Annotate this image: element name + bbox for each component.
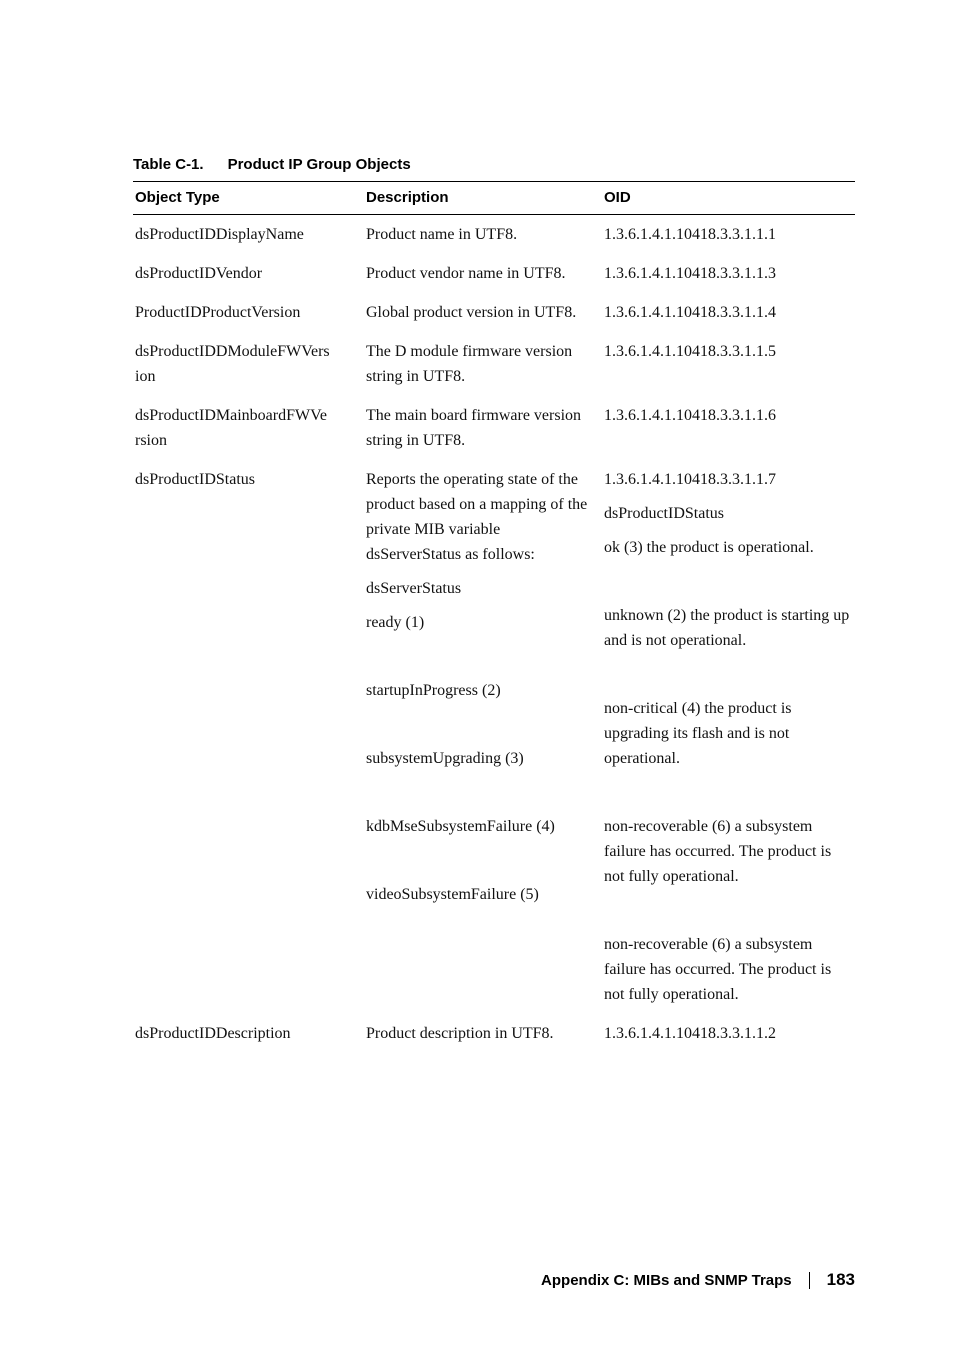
description-paragraph: The main board firmware version string in UTF8.: [366, 407, 582, 449]
object-type-cell: dsProductIDMainboardFWVersion: [135, 407, 327, 449]
table-caption-label: Table C-1.: [133, 156, 204, 173]
object-type-cell: dsProductIDDisplayName: [135, 226, 304, 243]
table-row: [133, 1014, 855, 1053]
oid-paragraph: 1.3.6.1.4.1.10418.3.3.1.1.5: [604, 343, 776, 360]
column-header-object-type: Object Type: [135, 189, 220, 206]
oid-cell: [604, 467, 857, 1007]
table-row: [133, 293, 855, 332]
description-paragraph: Reports the operating state of the product based on a mapping of the private MIB variable dsServerStatus as follows:: [366, 471, 588, 563]
oid-paragraph: non-critical (4) the product is upgrading its flash and is not operational.: [604, 700, 792, 767]
table-caption-text: Product IP Group Objects: [227, 156, 411, 173]
oid-cell: [604, 403, 857, 453]
description-paragraph: dsServerStatus: [366, 580, 462, 597]
column-header-oid: OID: [604, 189, 631, 206]
oid-paragraph: unknown (2) the product is starting up and is not operational.: [604, 607, 850, 649]
description-cell: [366, 1021, 604, 1046]
description-paragraph: ready (1): [366, 614, 425, 631]
footer-separator: [809, 1272, 810, 1289]
description-cell: [366, 261, 604, 286]
oid-paragraph: 1.3.6.1.4.1.10418.3.3.1.1.7: [604, 471, 776, 488]
object-type-cell: ProductIDProductVersion: [135, 304, 301, 321]
description-paragraph: startupInProgress (2): [366, 682, 501, 699]
description-cell: [366, 300, 604, 325]
oid-cell: [604, 222, 857, 247]
description-paragraph: Product vendor name in UTF8.: [366, 265, 566, 282]
description-cell: [366, 339, 604, 389]
description-paragraph: Product description in UTF8.: [366, 1025, 554, 1042]
oid-paragraph: 1.3.6.1.4.1.10418.3.3.1.1.4: [604, 304, 776, 321]
table-header-row: [133, 182, 855, 214]
description-cell: [366, 403, 604, 453]
table-row: [133, 396, 855, 460]
table-row: [133, 332, 855, 396]
table-body: [133, 215, 855, 1053]
description-cell: [366, 467, 604, 1007]
oid-paragraph: 1.3.6.1.4.1.10418.3.3.1.1.3: [604, 265, 776, 282]
oid-paragraph: 1.3.6.1.4.1.10418.3.3.1.1.2: [604, 1025, 776, 1042]
description-cell: [366, 222, 604, 247]
description-paragraph: Product name in UTF8.: [366, 226, 518, 243]
footer-section-title: Appendix C: MIBs and SNMP Traps: [541, 1271, 792, 1289]
oid-cell: [604, 1021, 857, 1046]
table-caption: [133, 156, 855, 181]
oid-paragraph: non-recoverable (6) a subsystem failure has occurred. The product is not fully operational.: [604, 936, 832, 1003]
oid-paragraph: dsProductIDStatus: [604, 505, 724, 522]
description-paragraph: Global product version in UTF8.: [366, 304, 577, 321]
oid-cell: [604, 300, 857, 325]
page-number: 183: [826, 1270, 855, 1289]
description-paragraph: videoSubsystemFailure (5): [366, 886, 539, 903]
table-row: [133, 460, 855, 1014]
oid-cell: [604, 261, 857, 286]
table-row: [133, 215, 855, 254]
oid-paragraph: non-recoverable (6) a subsystem failure has occurred. The product is not fully operational.: [604, 818, 832, 885]
object-type-cell: dsProductIDVendor: [135, 265, 263, 282]
column-header-description: Description: [366, 189, 449, 206]
object-type-cell: dsProductIDDescription: [135, 1025, 291, 1042]
oid-paragraph: ok (3) the product is operational.: [604, 539, 814, 556]
table-row: [133, 254, 855, 293]
description-paragraph: subsystemUpgrading (3): [366, 750, 524, 767]
object-type-cell: dsProductIDStatus: [135, 471, 255, 488]
mib-objects-table: [133, 156, 855, 1053]
oid-cell: [604, 339, 857, 389]
oid-paragraph: 1.3.6.1.4.1.10418.3.3.1.1.1: [604, 226, 776, 243]
description-paragraph: The D module firmware version string in UTF8.: [366, 343, 573, 385]
object-type-cell: dsProductIDDModuleFWVersion: [135, 343, 330, 385]
description-paragraph: kdbMseSubsystemFailure (4): [366, 818, 555, 835]
page-footer: [541, 1270, 855, 1290]
oid-paragraph: 1.3.6.1.4.1.10418.3.3.1.1.6: [604, 407, 776, 424]
